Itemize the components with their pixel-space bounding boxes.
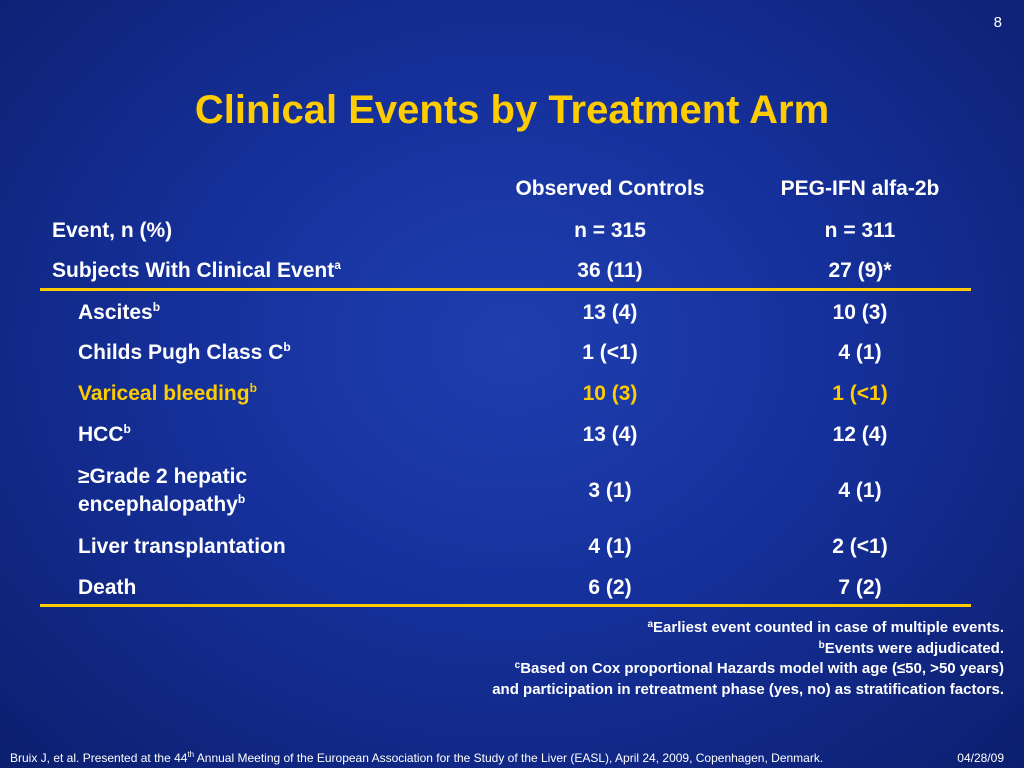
cell-peg-ifn: 27 (9)* <box>828 259 892 282</box>
table-divider-top <box>40 288 971 291</box>
footnote-c: $^c$Based on Cox proportional Hazards model with age (≤50, >50 years) <box>514 660 1004 677</box>
cell-observed-controls: 10 (3) <box>582 382 638 405</box>
row-label: Death <box>78 576 137 599</box>
cell-peg-ifn: 4 (1) <box>838 479 882 502</box>
row-label: Subjects With Clinical Event$^a$ <box>52 258 341 282</box>
footnotes <box>492 618 1004 700</box>
column-header-observed-controls: Observed Controls <box>515 177 705 200</box>
slide-number: 8 <box>993 14 1002 31</box>
cell-observed-controls: 4 (1) <box>588 535 632 558</box>
footnote-marker: b <box>237 492 246 506</box>
row-label: HCC$^b$ <box>78 422 131 446</box>
cell-peg-ifn: n = 311 <box>824 219 896 242</box>
cell-peg-ifn: 12 (4) <box>832 423 888 446</box>
row-label: Event, n (%) <box>52 219 173 242</box>
cell-peg-ifn: 4 (1) <box>838 341 882 364</box>
cell-observed-controls: 13 (4) <box>582 423 638 446</box>
footnote-b: $^b$Events were adjudicated. <box>818 639 1004 657</box>
footnote-marker: b <box>283 340 291 354</box>
citation: Bruix J, et al. Presented at the 44th Annual Meeting of the European Association for the Study of the Liver (EASL), April 24, 2009, Copenhagen, Denmark. <box>10 750 824 765</box>
cell-observed-controls: n = 315 <box>574 219 646 242</box>
cell-peg-ifn: 7 (2) <box>838 576 882 599</box>
cell-peg-ifn: 2 (<1) <box>832 535 888 558</box>
cell-observed-controls: 36 (11) <box>577 259 643 282</box>
cell-peg-ifn: 1 (<1) <box>832 382 888 405</box>
footnote-marker: b <box>249 381 257 395</box>
row-label: Ascites$^b$ <box>78 300 161 324</box>
cell-observed-controls: 6 (2) <box>588 576 632 599</box>
footnote-c-continued: and participation in retreatment phase (yes, no) as stratification factors. <box>492 680 1004 698</box>
footnote-marker: a <box>334 258 341 272</box>
cell-observed-controls: 13 (4) <box>582 301 638 324</box>
slide-title: Clinical Events by Treatment Arm <box>194 88 830 132</box>
footnote-marker: b <box>152 300 161 314</box>
cell-observed-controls: 1 (<1) <box>582 341 638 364</box>
slide-date: 04/28/09 <box>957 751 1004 765</box>
row-label: Childs Pugh Class $C^b$ <box>78 340 291 364</box>
table-divider-bottom <box>40 604 971 607</box>
row-label: Liver transplantation <box>78 535 286 558</box>
row-label: Variceal bleeding$^b$ <box>78 381 257 405</box>
cell-peg-ifn: 10 (3) <box>832 301 888 324</box>
cell-observed-controls: 3 (1) <box>588 479 632 502</box>
row-label: ≥Grade 2 hepatic encephalopathy$^b$ <box>78 465 248 516</box>
footnote-a: $^a$Earliest event counted in case of multiple events. <box>647 619 1004 636</box>
column-header-peg-ifn: PEG-IFN alfa-2b <box>780 177 940 200</box>
footnote-marker: b <box>123 422 131 436</box>
